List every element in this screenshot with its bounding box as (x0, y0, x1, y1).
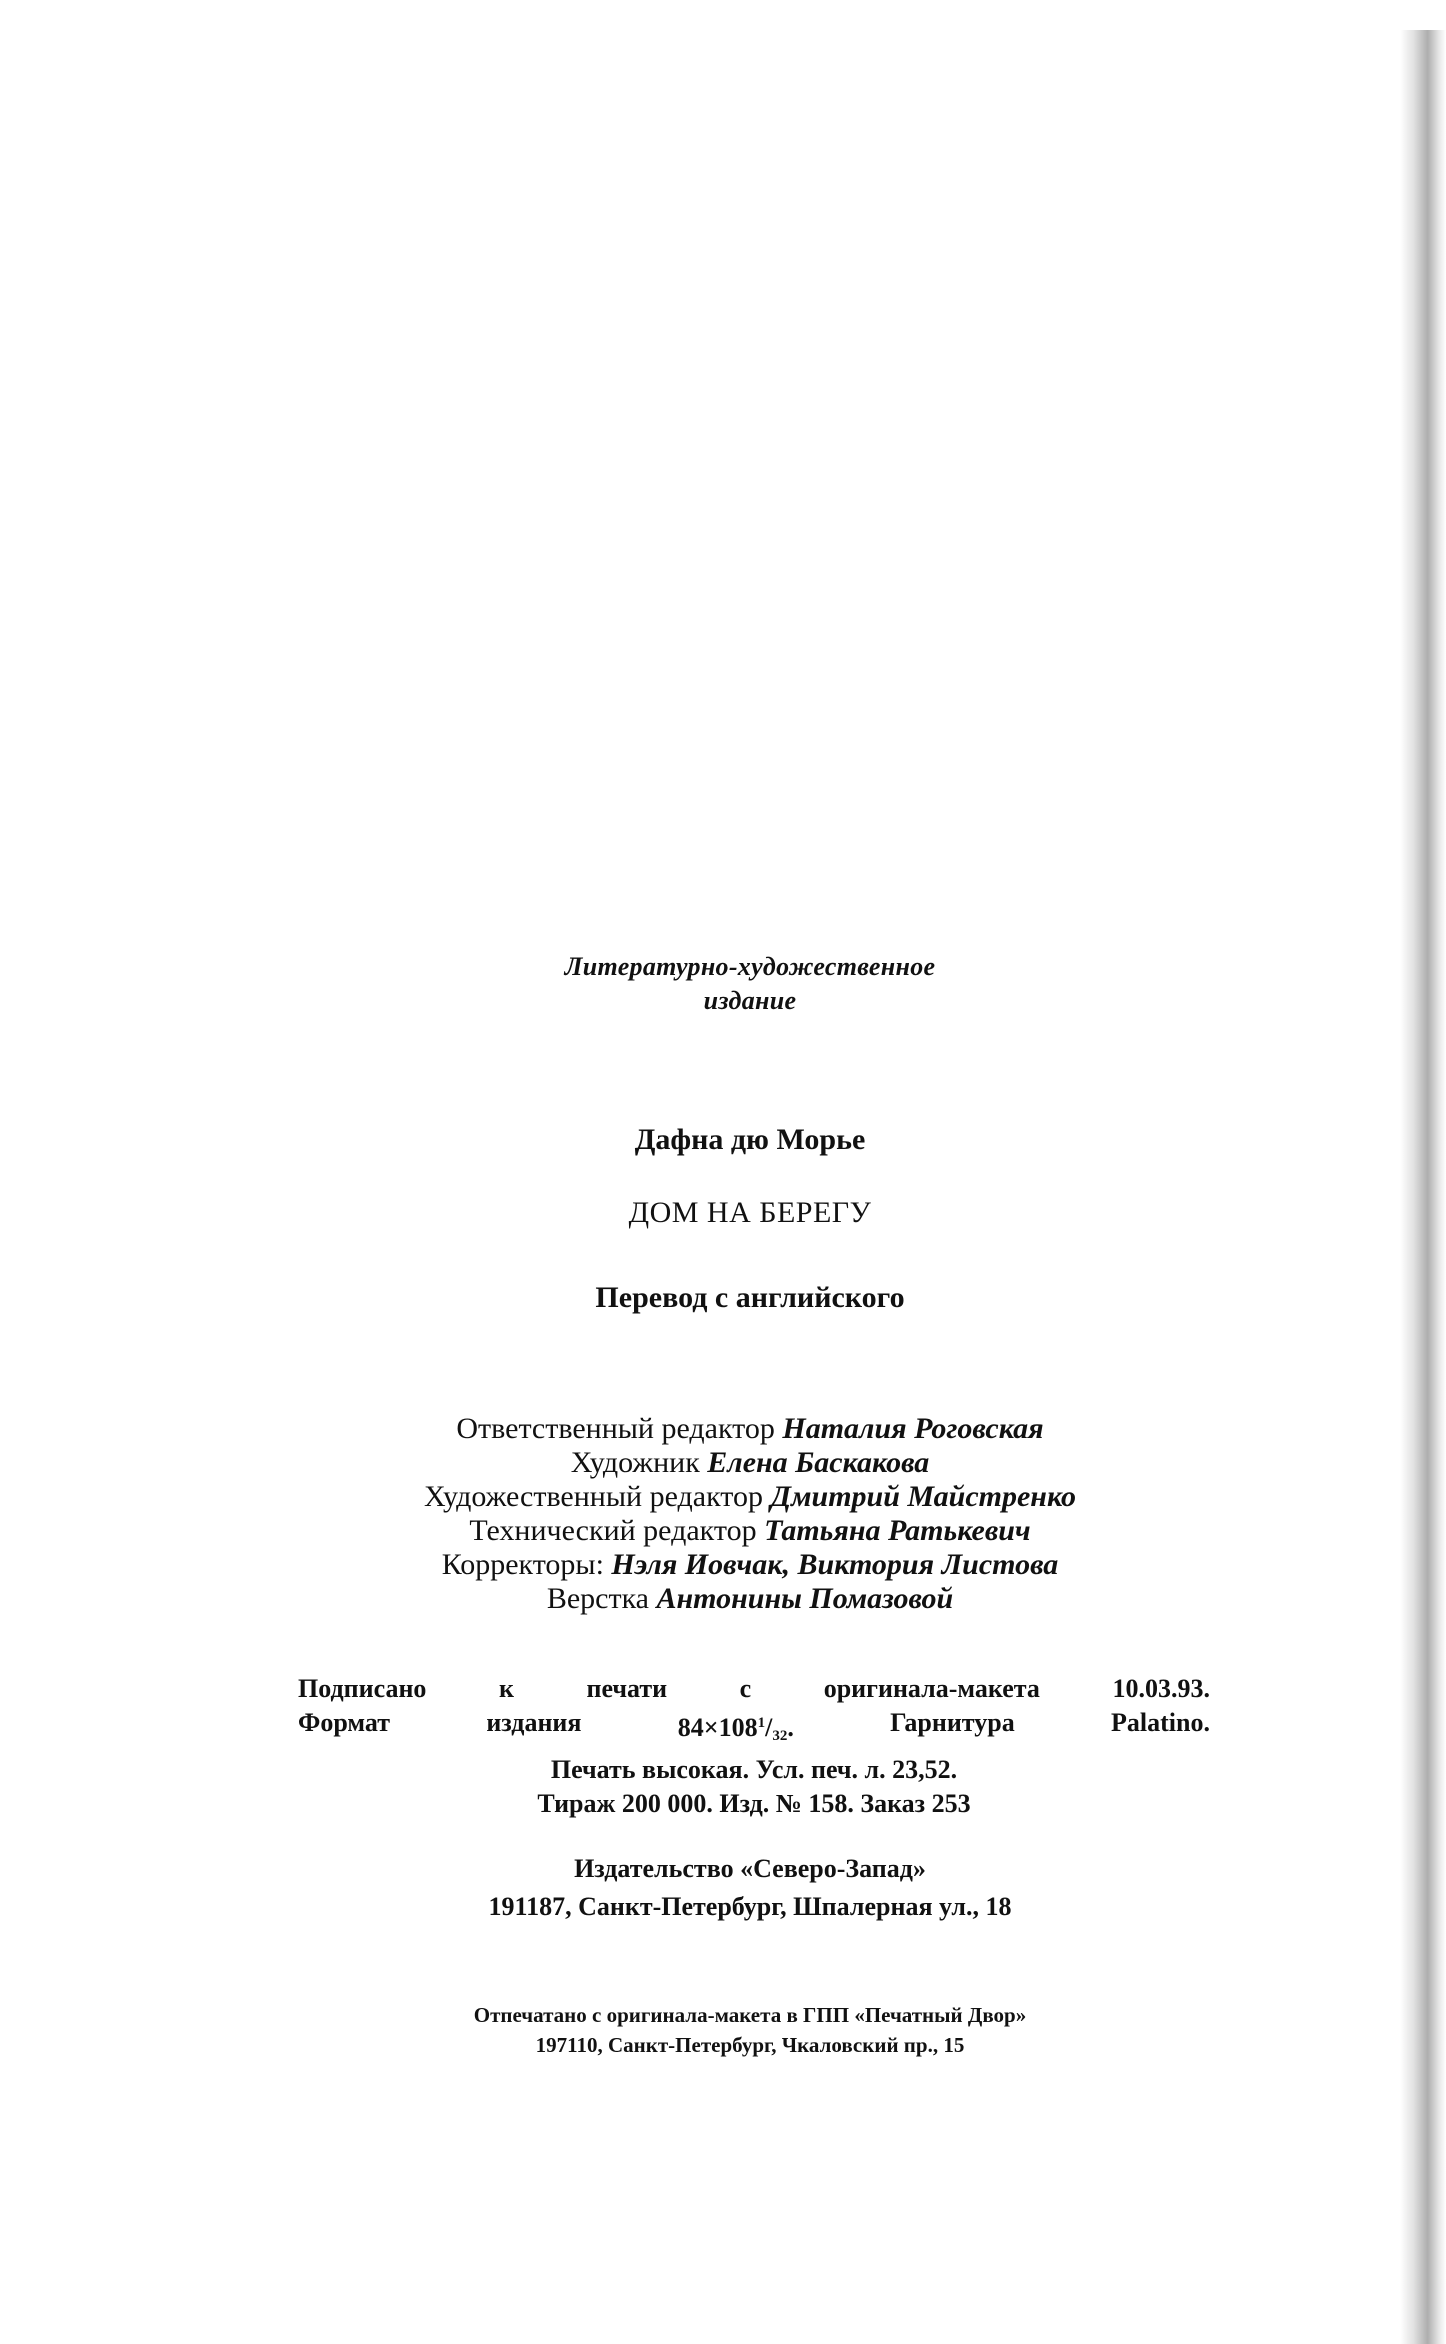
typeface-label: Гарнитура (890, 1708, 1015, 1737)
imprint-signed-line (298, 1672, 1210, 1706)
imprint-format-line (298, 1706, 1210, 1753)
credit-line (0, 1412, 1446, 1446)
printer-block (0, 2000, 1446, 2060)
credit-line (0, 1446, 1446, 1480)
format-label-2: издания (486, 1708, 582, 1737)
edition-type (0, 950, 1446, 1018)
format-fraction-numerator: 1 (757, 1715, 766, 1731)
edition-type-line-1: Литературно-художественное (564, 952, 936, 981)
imprint-run-line: Тираж 200 000. Изд. № 158. Заказ 253 (537, 1789, 971, 1818)
credit-line (0, 1548, 1446, 1582)
format-label: Формат (298, 1708, 391, 1737)
credit-person: Антонины Помазовой (656, 1582, 954, 1615)
credit-person: Елена Баскакова (707, 1446, 930, 1479)
credit-role: Технический редактор (469, 1514, 757, 1547)
credit-person: Дмитрий Майстренко (770, 1480, 1077, 1513)
edition-type-line-2: издание (703, 986, 797, 1015)
imprint-word: печати (586, 1674, 668, 1703)
credit-role: Верстка (546, 1582, 649, 1615)
credit-role: Художник (570, 1446, 700, 1479)
credit-line (0, 1582, 1446, 1616)
translation-note: Перевод с английского (595, 1281, 905, 1314)
publisher-block (0, 1850, 1446, 1926)
author-name: Дафна дю Морье (634, 1123, 866, 1156)
credit-person: Нэля Иовчак, Виктория Листова (611, 1548, 1059, 1581)
publisher-name: Издательство «Северо-Запад» (574, 1854, 926, 1883)
spine-shadow (1400, 30, 1446, 2344)
publisher-address: 191187, Санкт-Петербург, Шпалерная ул., 18 (488, 1892, 1012, 1921)
credit-person: Наталия Роговская (782, 1412, 1044, 1445)
credit-person: Татьяна Ратькевич (764, 1514, 1031, 1547)
format-fraction-denominator: 32 (772, 1728, 788, 1744)
credit-line (0, 1480, 1446, 1514)
format-size: $84\times 108^1/32$. (677, 1713, 794, 1744)
credit-role: Художественный редактор (423, 1480, 763, 1513)
imprint-word: Подписано (298, 1674, 427, 1703)
imprint-word: с (739, 1674, 752, 1703)
book-title: ДОМ НА БЕРЕГУ (628, 1196, 872, 1229)
imprint-print-line: Печать высокая. Усл. печ. л. 23,52. (550, 1755, 958, 1784)
printer-line-1: Отпечатано с оригинала-макета в ГПП «Печатный Двор» (473, 2003, 1027, 2027)
credit-line (0, 1514, 1446, 1548)
credits-list (0, 1412, 1446, 1616)
credit-role: Корректоры: (441, 1548, 604, 1581)
imprint-date: 10.03.93. (1112, 1674, 1210, 1703)
imprint-word: оригинала-макета (823, 1674, 1040, 1703)
imprint-word: к (498, 1674, 514, 1703)
printer-line-2: 197110, Санкт-Петербург, Чкаловский пр., 15 (535, 2033, 965, 2057)
imprint-block (298, 1672, 1210, 1821)
credit-role: Ответственный редактор (456, 1412, 775, 1445)
typeface-name: Palatino. (1111, 1708, 1210, 1737)
format-size-value: 84×108 (677, 1713, 758, 1742)
